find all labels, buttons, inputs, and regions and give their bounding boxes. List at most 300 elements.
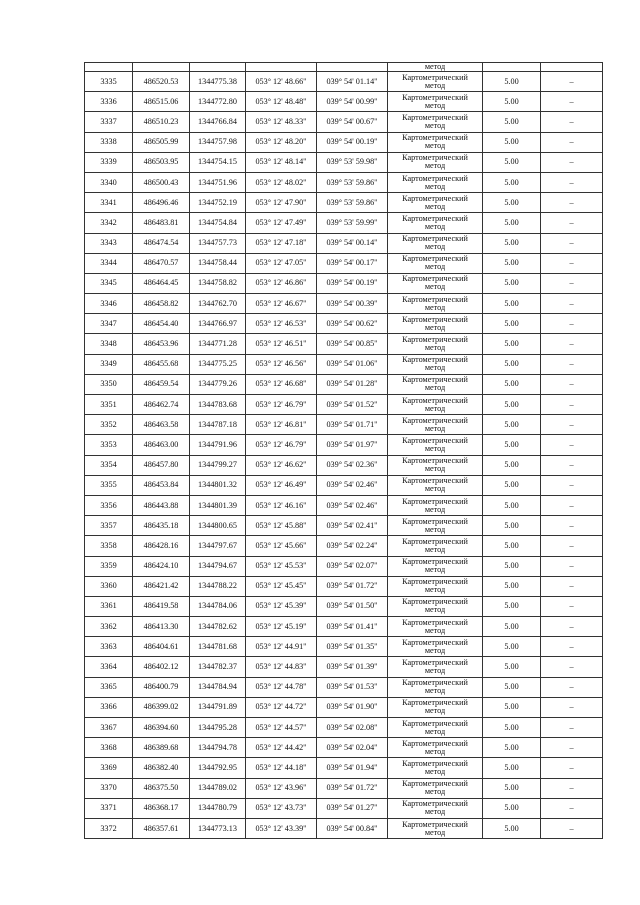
x-coord-cell: 486457.80 <box>133 455 190 475</box>
method-line1: Картометрический <box>402 435 468 445</box>
note-cell: – <box>541 697 603 717</box>
note-cell: – <box>541 677 603 697</box>
note-cell: – <box>541 415 603 435</box>
y-coord-cell: 1344791.89 <box>190 697 246 717</box>
latitude-cell: 053° 12' 45.39" <box>246 596 317 616</box>
latitude-cell: 053° 12' 47.05" <box>246 253 317 273</box>
longitude-cell: 039° 53' 59.99" <box>317 213 388 233</box>
latitude-cell: 053° 12' 46.62" <box>246 455 317 475</box>
longitude-cell: 039° 54' 01.53" <box>317 677 388 697</box>
method-line2: метод <box>424 242 446 252</box>
method-cell <box>388 132 483 152</box>
table-row <box>85 657 603 677</box>
table-row <box>85 415 603 435</box>
accuracy-cell: 5.00 <box>483 435 541 455</box>
latitude-cell: 053° 12' 44.91" <box>246 637 317 657</box>
x-coord-cell: 486394.60 <box>133 718 190 738</box>
point-number-cell: 3336 <box>85 92 133 112</box>
accuracy-cell: 5.00 <box>483 495 541 515</box>
accuracy-cell: 5.00 <box>483 657 541 677</box>
point-number-cell: 3357 <box>85 516 133 536</box>
latitude-cell: 053° 12' 44.72" <box>246 697 317 717</box>
point-number-cell: 3343 <box>85 233 133 253</box>
accuracy-cell: 5.00 <box>483 576 541 596</box>
accuracy-cell: 5.00 <box>483 798 541 818</box>
accuracy-cell: 5.00 <box>483 172 541 192</box>
method-line1: Картометрический <box>402 294 468 304</box>
y-coord-cell: 1344757.98 <box>190 132 246 152</box>
point-number-cell: 3367 <box>85 718 133 738</box>
x-coord-cell: 486389.68 <box>133 738 190 758</box>
latitude-cell: 053° 12' 46.68" <box>246 374 317 394</box>
method-line1: Картометрический <box>402 779 468 789</box>
continued-method-cell: метод <box>388 63 483 72</box>
x-coord-cell: 486400.79 <box>133 677 190 697</box>
method-line2: метод <box>424 726 446 736</box>
table-row <box>85 354 603 374</box>
method-line2: метод <box>424 524 446 534</box>
method-line1: Картометрический <box>402 799 468 809</box>
method-cell <box>388 718 483 738</box>
method-line2: метод <box>424 302 446 312</box>
point-number-cell: 3348 <box>85 334 133 354</box>
latitude-cell: 053° 12' 44.57" <box>246 718 317 738</box>
method-line2: метод <box>424 120 446 130</box>
x-coord-cell: 486520.53 <box>133 72 190 92</box>
longitude-cell: 039° 54' 00.84" <box>317 818 388 838</box>
longitude-cell: 039° 54' 01.27" <box>317 798 388 818</box>
longitude-cell: 039° 54' 02.08" <box>317 718 388 738</box>
method-line2: метод <box>424 504 446 514</box>
accuracy-cell: 5.00 <box>483 395 541 415</box>
y-coord-cell: 1344781.68 <box>190 637 246 657</box>
note-cell: – <box>541 273 603 293</box>
note-cell: – <box>541 758 603 778</box>
latitude-cell: 053° 12' 46.79" <box>246 435 317 455</box>
table-row <box>85 435 603 455</box>
accuracy-cell: 5.00 <box>483 617 541 637</box>
accuracy-cell: 5.00 <box>483 738 541 758</box>
table-row <box>85 455 603 475</box>
x-coord-cell: 486458.82 <box>133 294 190 314</box>
method-line2: метод <box>424 423 446 433</box>
table-row <box>85 314 603 334</box>
method-line2: метод <box>424 201 446 211</box>
point-number-cell: 3350 <box>85 374 133 394</box>
method-line1: Картометрический <box>402 536 468 546</box>
table-row <box>85 818 603 838</box>
latitude-cell: 053° 12' 46.53" <box>246 314 317 334</box>
longitude-cell: 039° 54' 00.67" <box>317 112 388 132</box>
x-coord-cell: 486413.30 <box>133 617 190 637</box>
latitude-cell: 053° 12' 48.66" <box>246 72 317 92</box>
method-line1: Картометрический <box>402 577 468 587</box>
point-number-cell: 3355 <box>85 475 133 495</box>
method-line1: Картометрический <box>402 456 468 466</box>
point-number-cell: 3360 <box>85 576 133 596</box>
method-line2: метод <box>424 605 446 615</box>
method-cell <box>388 576 483 596</box>
table-row <box>85 334 603 354</box>
method-line2: метод <box>424 645 446 655</box>
y-coord-cell: 1344772.80 <box>190 92 246 112</box>
method-cell <box>388 314 483 334</box>
x-coord-cell: 486453.84 <box>133 475 190 495</box>
table-row <box>85 556 603 576</box>
longitude-cell: 039° 54' 01.72" <box>317 778 388 798</box>
method-cell <box>388 294 483 314</box>
latitude-cell: 053° 12' 44.18" <box>246 758 317 778</box>
y-coord-cell: 1344758.44 <box>190 253 246 273</box>
y-coord-cell: 1344801.32 <box>190 475 246 495</box>
accuracy-cell: 5.00 <box>483 596 541 616</box>
method-line1: Картометрический <box>402 112 468 122</box>
method-line1: Картометрический <box>402 133 468 143</box>
method-cell <box>388 758 483 778</box>
y-coord-cell: 1344762.70 <box>190 294 246 314</box>
table-row <box>85 112 603 132</box>
accuracy-cell: 5.00 <box>483 778 541 798</box>
method-cell <box>388 657 483 677</box>
longitude-cell: 039° 54' 00.19" <box>317 273 388 293</box>
method-cell <box>388 495 483 515</box>
note-cell: – <box>541 818 603 838</box>
note-cell: – <box>541 172 603 192</box>
x-coord-cell: 486496.46 <box>133 193 190 213</box>
y-coord-cell: 1344780.79 <box>190 798 246 818</box>
method-cell <box>388 455 483 475</box>
method-line1: Картометрический <box>402 213 468 223</box>
latitude-cell: 053° 12' 48.20" <box>246 132 317 152</box>
accuracy-cell: 5.00 <box>483 758 541 778</box>
latitude-cell: 053° 12' 43.96" <box>246 778 317 798</box>
table-row <box>85 758 603 778</box>
point-number-cell: 3347 <box>85 314 133 334</box>
table-row <box>85 697 603 717</box>
x-coord-cell: 486357.61 <box>133 818 190 838</box>
point-number-cell: 3338 <box>85 132 133 152</box>
table-row <box>85 798 603 818</box>
continued-row <box>85 63 603 72</box>
x-coord-cell: 486453.96 <box>133 334 190 354</box>
method-line1: Картометрический <box>402 72 468 82</box>
accuracy-cell: 5.00 <box>483 818 541 838</box>
point-number-cell: 3354 <box>85 455 133 475</box>
latitude-cell: 053° 12' 45.19" <box>246 617 317 637</box>
x-coord-cell: 486399.02 <box>133 697 190 717</box>
longitude-cell: 039° 53' 59.98" <box>317 152 388 172</box>
note-cell: – <box>541 152 603 172</box>
latitude-cell: 053° 12' 47.90" <box>246 193 317 213</box>
table-body <box>85 63 603 839</box>
point-number-cell: 3365 <box>85 677 133 697</box>
longitude-cell: 039° 54' 01.72" <box>317 576 388 596</box>
accuracy-cell: 5.00 <box>483 92 541 112</box>
accuracy-cell: 5.00 <box>483 253 541 273</box>
longitude-cell: 039° 54' 02.04" <box>317 738 388 758</box>
x-coord-cell: 486368.17 <box>133 798 190 818</box>
y-coord-cell: 1344787.18 <box>190 415 246 435</box>
y-coord-cell: 1344792.95 <box>190 758 246 778</box>
note-cell: – <box>541 72 603 92</box>
method-cell <box>388 516 483 536</box>
x-coord-cell: 486459.54 <box>133 374 190 394</box>
method-line2: метод <box>424 464 446 474</box>
longitude-cell: 039° 54' 01.94" <box>317 758 388 778</box>
y-coord-cell: 1344779.26 <box>190 374 246 394</box>
y-coord-cell: 1344771.28 <box>190 334 246 354</box>
method-line2: метод <box>424 484 446 494</box>
y-coord-cell: 1344797.67 <box>190 536 246 556</box>
longitude-cell: 039° 54' 01.50" <box>317 596 388 616</box>
table-row <box>85 738 603 758</box>
method-line2: метод <box>424 403 446 413</box>
point-number-cell: 3364 <box>85 657 133 677</box>
x-coord-cell: 486483.81 <box>133 213 190 233</box>
point-number-cell: 3356 <box>85 495 133 515</box>
method-line1: Картометрический <box>402 617 468 627</box>
latitude-cell: 053° 12' 46.81" <box>246 415 317 435</box>
method-line1: Картометрический <box>402 193 468 203</box>
table-row <box>85 233 603 253</box>
table-row <box>85 576 603 596</box>
method-line1: Картометрический <box>402 758 468 768</box>
y-coord-cell: 1344789.02 <box>190 778 246 798</box>
note-cell: – <box>541 495 603 515</box>
y-coord-cell: 1344752.19 <box>190 193 246 213</box>
longitude-cell: 039° 54' 00.14" <box>317 233 388 253</box>
method-line2: метод <box>424 383 446 393</box>
note-cell: – <box>541 536 603 556</box>
point-number-cell: 3335 <box>85 72 133 92</box>
y-coord-cell: 1344775.38 <box>190 72 246 92</box>
table-row <box>85 677 603 697</box>
method-cell <box>388 395 483 415</box>
note-cell: – <box>541 193 603 213</box>
longitude-cell: 039° 54' 01.97" <box>317 435 388 455</box>
note-cell: – <box>541 334 603 354</box>
longitude-cell: 039° 54' 01.06" <box>317 354 388 374</box>
note-cell: – <box>541 213 603 233</box>
method-line2: метод <box>424 262 446 272</box>
method-cell <box>388 92 483 112</box>
point-number-cell: 3366 <box>85 697 133 717</box>
method-line1: Картометрический <box>402 516 468 526</box>
method-line2: метод <box>424 363 446 373</box>
table-row <box>85 193 603 213</box>
latitude-cell: 053° 12' 43.73" <box>246 798 317 818</box>
method-cell <box>388 253 483 273</box>
accuracy-cell: 5.00 <box>483 374 541 394</box>
note-cell: – <box>541 374 603 394</box>
x-coord-cell: 486382.40 <box>133 758 190 778</box>
table-row <box>85 718 603 738</box>
point-number-cell: 3346 <box>85 294 133 314</box>
longitude-cell: 039° 54' 01.28" <box>317 374 388 394</box>
method-cell <box>388 334 483 354</box>
method-line1: Картометрический <box>402 375 468 385</box>
method-line1: Картометрический <box>402 678 468 688</box>
table-row <box>85 374 603 394</box>
latitude-cell: 053° 12' 48.02" <box>246 172 317 192</box>
x-coord-cell: 486500.43 <box>133 172 190 192</box>
note-cell: – <box>541 92 603 112</box>
method-line2: метод <box>424 161 446 171</box>
method-line1: Картометрический <box>402 637 468 647</box>
x-coord-cell: 486428.16 <box>133 536 190 556</box>
accuracy-cell: 5.00 <box>483 72 541 92</box>
y-coord-cell: 1344795.28 <box>190 718 246 738</box>
x-coord-cell: 486435.18 <box>133 516 190 536</box>
method-cell <box>388 596 483 616</box>
method-line1: Картометрический <box>402 496 468 506</box>
note-cell: – <box>541 435 603 455</box>
y-coord-cell: 1344766.97 <box>190 314 246 334</box>
accuracy-cell: 5.00 <box>483 294 541 314</box>
method-line1: Картометрический <box>402 718 468 728</box>
longitude-cell: 039° 54' 02.36" <box>317 455 388 475</box>
method-line2: метод <box>424 80 446 90</box>
longitude-cell: 039° 54' 02.24" <box>317 536 388 556</box>
latitude-cell: 053° 12' 46.79" <box>246 395 317 415</box>
method-line2: метод <box>424 322 446 332</box>
note-cell: – <box>541 112 603 132</box>
note-cell: – <box>541 718 603 738</box>
method-line2: метод <box>424 706 446 716</box>
y-coord-cell: 1344754.84 <box>190 213 246 233</box>
longitude-cell: 039° 54' 01.71" <box>317 415 388 435</box>
accuracy-cell: 5.00 <box>483 415 541 435</box>
x-coord-cell: 486375.50 <box>133 778 190 798</box>
y-coord-cell: 1344784.06 <box>190 596 246 616</box>
table-row <box>85 273 603 293</box>
table-row <box>85 637 603 657</box>
x-coord-cell: 486424.10 <box>133 556 190 576</box>
method-line2: метод <box>424 544 446 554</box>
y-coord-cell: 1344782.62 <box>190 617 246 637</box>
accuracy-cell: 5.00 <box>483 193 541 213</box>
y-coord-cell: 1344800.65 <box>190 516 246 536</box>
method-line2: метод <box>424 282 446 292</box>
x-coord-cell: 486505.99 <box>133 132 190 152</box>
method-line2: метод <box>424 343 446 353</box>
x-coord-cell: 486421.42 <box>133 576 190 596</box>
point-number-cell: 3353 <box>85 435 133 455</box>
y-coord-cell: 1344794.78 <box>190 738 246 758</box>
method-line2: метод <box>424 666 446 676</box>
latitude-cell: 053° 12' 48.48" <box>246 92 317 112</box>
method-line1: Картометрический <box>402 415 468 425</box>
method-cell <box>388 778 483 798</box>
method-line1: Картометрический <box>402 92 468 102</box>
method-cell <box>388 536 483 556</box>
method-cell <box>388 374 483 394</box>
x-coord-cell: 486510.23 <box>133 112 190 132</box>
longitude-cell: 039° 54' 01.41" <box>317 617 388 637</box>
note-cell: – <box>541 516 603 536</box>
table-row <box>85 213 603 233</box>
x-coord-cell: 486419.58 <box>133 596 190 616</box>
accuracy-cell: 5.00 <box>483 334 541 354</box>
note-cell: – <box>541 395 603 415</box>
point-number-cell: 3344 <box>85 253 133 273</box>
table-row <box>85 596 603 616</box>
method-line1: Картометрический <box>402 698 468 708</box>
latitude-cell: 053° 12' 46.51" <box>246 334 317 354</box>
method-cell <box>388 273 483 293</box>
method-line1: Картометрический <box>402 254 468 264</box>
table-row <box>85 617 603 637</box>
latitude-cell: 053° 12' 44.78" <box>246 677 317 697</box>
method-line1: Картометрический <box>402 658 468 668</box>
method-line1: Картометрический <box>402 335 468 345</box>
point-number-cell: 3341 <box>85 193 133 213</box>
method-cell <box>388 435 483 455</box>
latitude-cell: 053° 12' 48.33" <box>246 112 317 132</box>
method-line1: Картометрический <box>402 153 468 163</box>
latitude-cell: 053° 12' 48.14" <box>246 152 317 172</box>
note-cell: – <box>541 576 603 596</box>
point-number-cell: 3359 <box>85 556 133 576</box>
method-line2: метод <box>424 181 446 191</box>
method-line1: Картометрический <box>402 395 468 405</box>
y-coord-cell: 1344799.27 <box>190 455 246 475</box>
point-number-cell: 3352 <box>85 415 133 435</box>
method-line2: метод <box>424 746 446 756</box>
method-line1: Картометрический <box>402 234 468 244</box>
point-number-cell: 3339 <box>85 152 133 172</box>
longitude-cell: 039° 53' 59.86" <box>317 193 388 213</box>
y-coord-cell: 1344773.13 <box>190 818 246 838</box>
accuracy-cell: 5.00 <box>483 718 541 738</box>
method-cell <box>388 213 483 233</box>
note-cell: – <box>541 132 603 152</box>
latitude-cell: 053° 12' 45.45" <box>246 576 317 596</box>
longitude-cell: 039° 54' 00.99" <box>317 92 388 112</box>
x-coord-cell: 486515.06 <box>133 92 190 112</box>
point-number-cell: 3362 <box>85 617 133 637</box>
table-row <box>85 92 603 112</box>
longitude-cell: 039° 54' 01.35" <box>317 637 388 657</box>
table-row <box>85 536 603 556</box>
y-coord-cell: 1344758.82 <box>190 273 246 293</box>
point-number-cell: 3361 <box>85 596 133 616</box>
note-cell: – <box>541 778 603 798</box>
method-cell <box>388 798 483 818</box>
latitude-cell: 053° 12' 45.66" <box>246 536 317 556</box>
longitude-cell: 039° 54' 02.46" <box>317 475 388 495</box>
table-row <box>85 294 603 314</box>
longitude-cell: 039° 54' 02.41" <box>317 516 388 536</box>
point-number-cell: 3358 <box>85 536 133 556</box>
point-number-cell: 3370 <box>85 778 133 798</box>
x-coord-cell: 486402.12 <box>133 657 190 677</box>
method-line1: Картометрический <box>402 173 468 183</box>
x-coord-cell: 486463.58 <box>133 415 190 435</box>
x-coord-cell: 486462.74 <box>133 395 190 415</box>
latitude-cell: 053° 12' 46.16" <box>246 495 317 515</box>
method-cell <box>388 354 483 374</box>
method-line1: Картометрический <box>402 314 468 324</box>
method-line1: Картометрический <box>402 476 468 486</box>
y-coord-cell: 1344794.67 <box>190 556 246 576</box>
y-coord-cell: 1344801.39 <box>190 495 246 515</box>
method-line2: метод <box>424 565 446 575</box>
latitude-cell: 053° 12' 47.18" <box>246 233 317 253</box>
method-line1: Картометрический <box>402 274 468 284</box>
x-coord-cell: 486464.45 <box>133 273 190 293</box>
accuracy-cell: 5.00 <box>483 516 541 536</box>
